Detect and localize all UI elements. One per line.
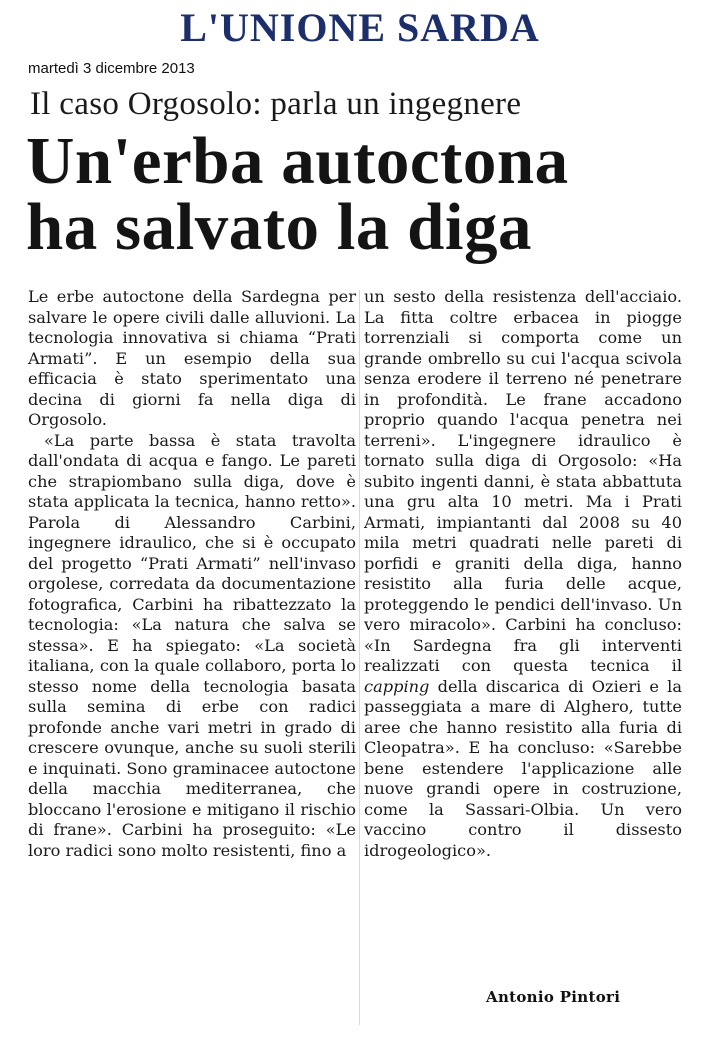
byline: Antonio Pintori	[486, 988, 621, 1006]
article-column-left	[28, 287, 356, 861]
article-column-right	[364, 287, 682, 861]
article-paragraph-2: «La parte bassa è stata travolta dall'ondata di acqua e fango. Le pareti che strapiombano sulla diga, dove è stata applicata la tecnica, hanno retto». Parola di Alessandro Carbini, ingegnere idraulico, che si è occupato del progetto “Prati Armati” nell'invaso orgolese, corredata da documentazione fotografica, Carbini ha ribattezzato la tecnologia: «La natura che salva se stessa». E ha spiegato: «La società italiana, con la quale collaboro, porta lo stesso nome della tecnologia basata sulla semina di erbe con radici profonde anche vari metri in grado di crescere ovunque, anche su suoli sterili e inquinati. Sono graminacee autoctone della macchia mediterranea, che bloccano l'erosione e mitigano il rischio di frane». Carbini ha proseguito: «Le loro radici sono molto resistenti, fino a	[28, 430, 356, 860]
headline	[26, 124, 706, 264]
article-paragraph-1: Le erbe autoctone della Sardegna per salvare le opere civili dalle alluvioni. La tecnologia innovativa si chiama “Prati Armati”. E un esempio della sua efficacia è stato sperimentato una decina di giorni fa nella diga di Orgosolo.	[28, 287, 356, 429]
kicker: Il caso Orgosolo: parla un ingegnere	[30, 86, 522, 122]
column-divider	[359, 290, 360, 1025]
masthead: L'UNIONE SARDA	[180, 5, 540, 50]
article-text-segment: un sesto della resistenza dell'acciaio. La fitta coltre erbacea in piogge torrenziali si comporta come un grande ombrello su cui l'acqua scivola senza erodere il terreno né penetrare in profondità. Le frane accadono proprio quando l'acqua penetra nei terreni». L'ingegnere idraulico è tornato sulla diga di Orgosolo: «Ha subito ingenti danni, è stata abbattuta una gru alta 10 metri. Ma i Prati Armati, impiantanti dal 2008 su 40 mila metri quadrati nelle pareti di porfidi e graniti della diga, hanno resistito alla furia delle acque, proteggendo le pendici dell'invaso. Un vero miracolo». Carbini ha concluso: «In Sardegna fra gli interventi realizzati con questa tecnica il	[364, 287, 682, 675]
article-text-segment: della discarica di Ozieri e la passeggiata a mare di Alghero, tutte aree che hanno resistito alla furia di Cleopatra». E ha concluso: «Sarebbe bene estendere l'applicazione alle nuove grandi opere in costruzione, come la Sassari-Olbia. Un vero vaccino contro il dissesto idrogeologico».	[364, 676, 682, 860]
publication-date: martedì 3 dicembre 2013	[28, 60, 195, 77]
headline-line-1: Un'erba autoctona	[26, 124, 569, 198]
article-paragraph-3	[364, 287, 682, 861]
article-italic-term: capping	[364, 676, 430, 696]
headline-line-2: ha salvato la diga	[26, 190, 533, 264]
